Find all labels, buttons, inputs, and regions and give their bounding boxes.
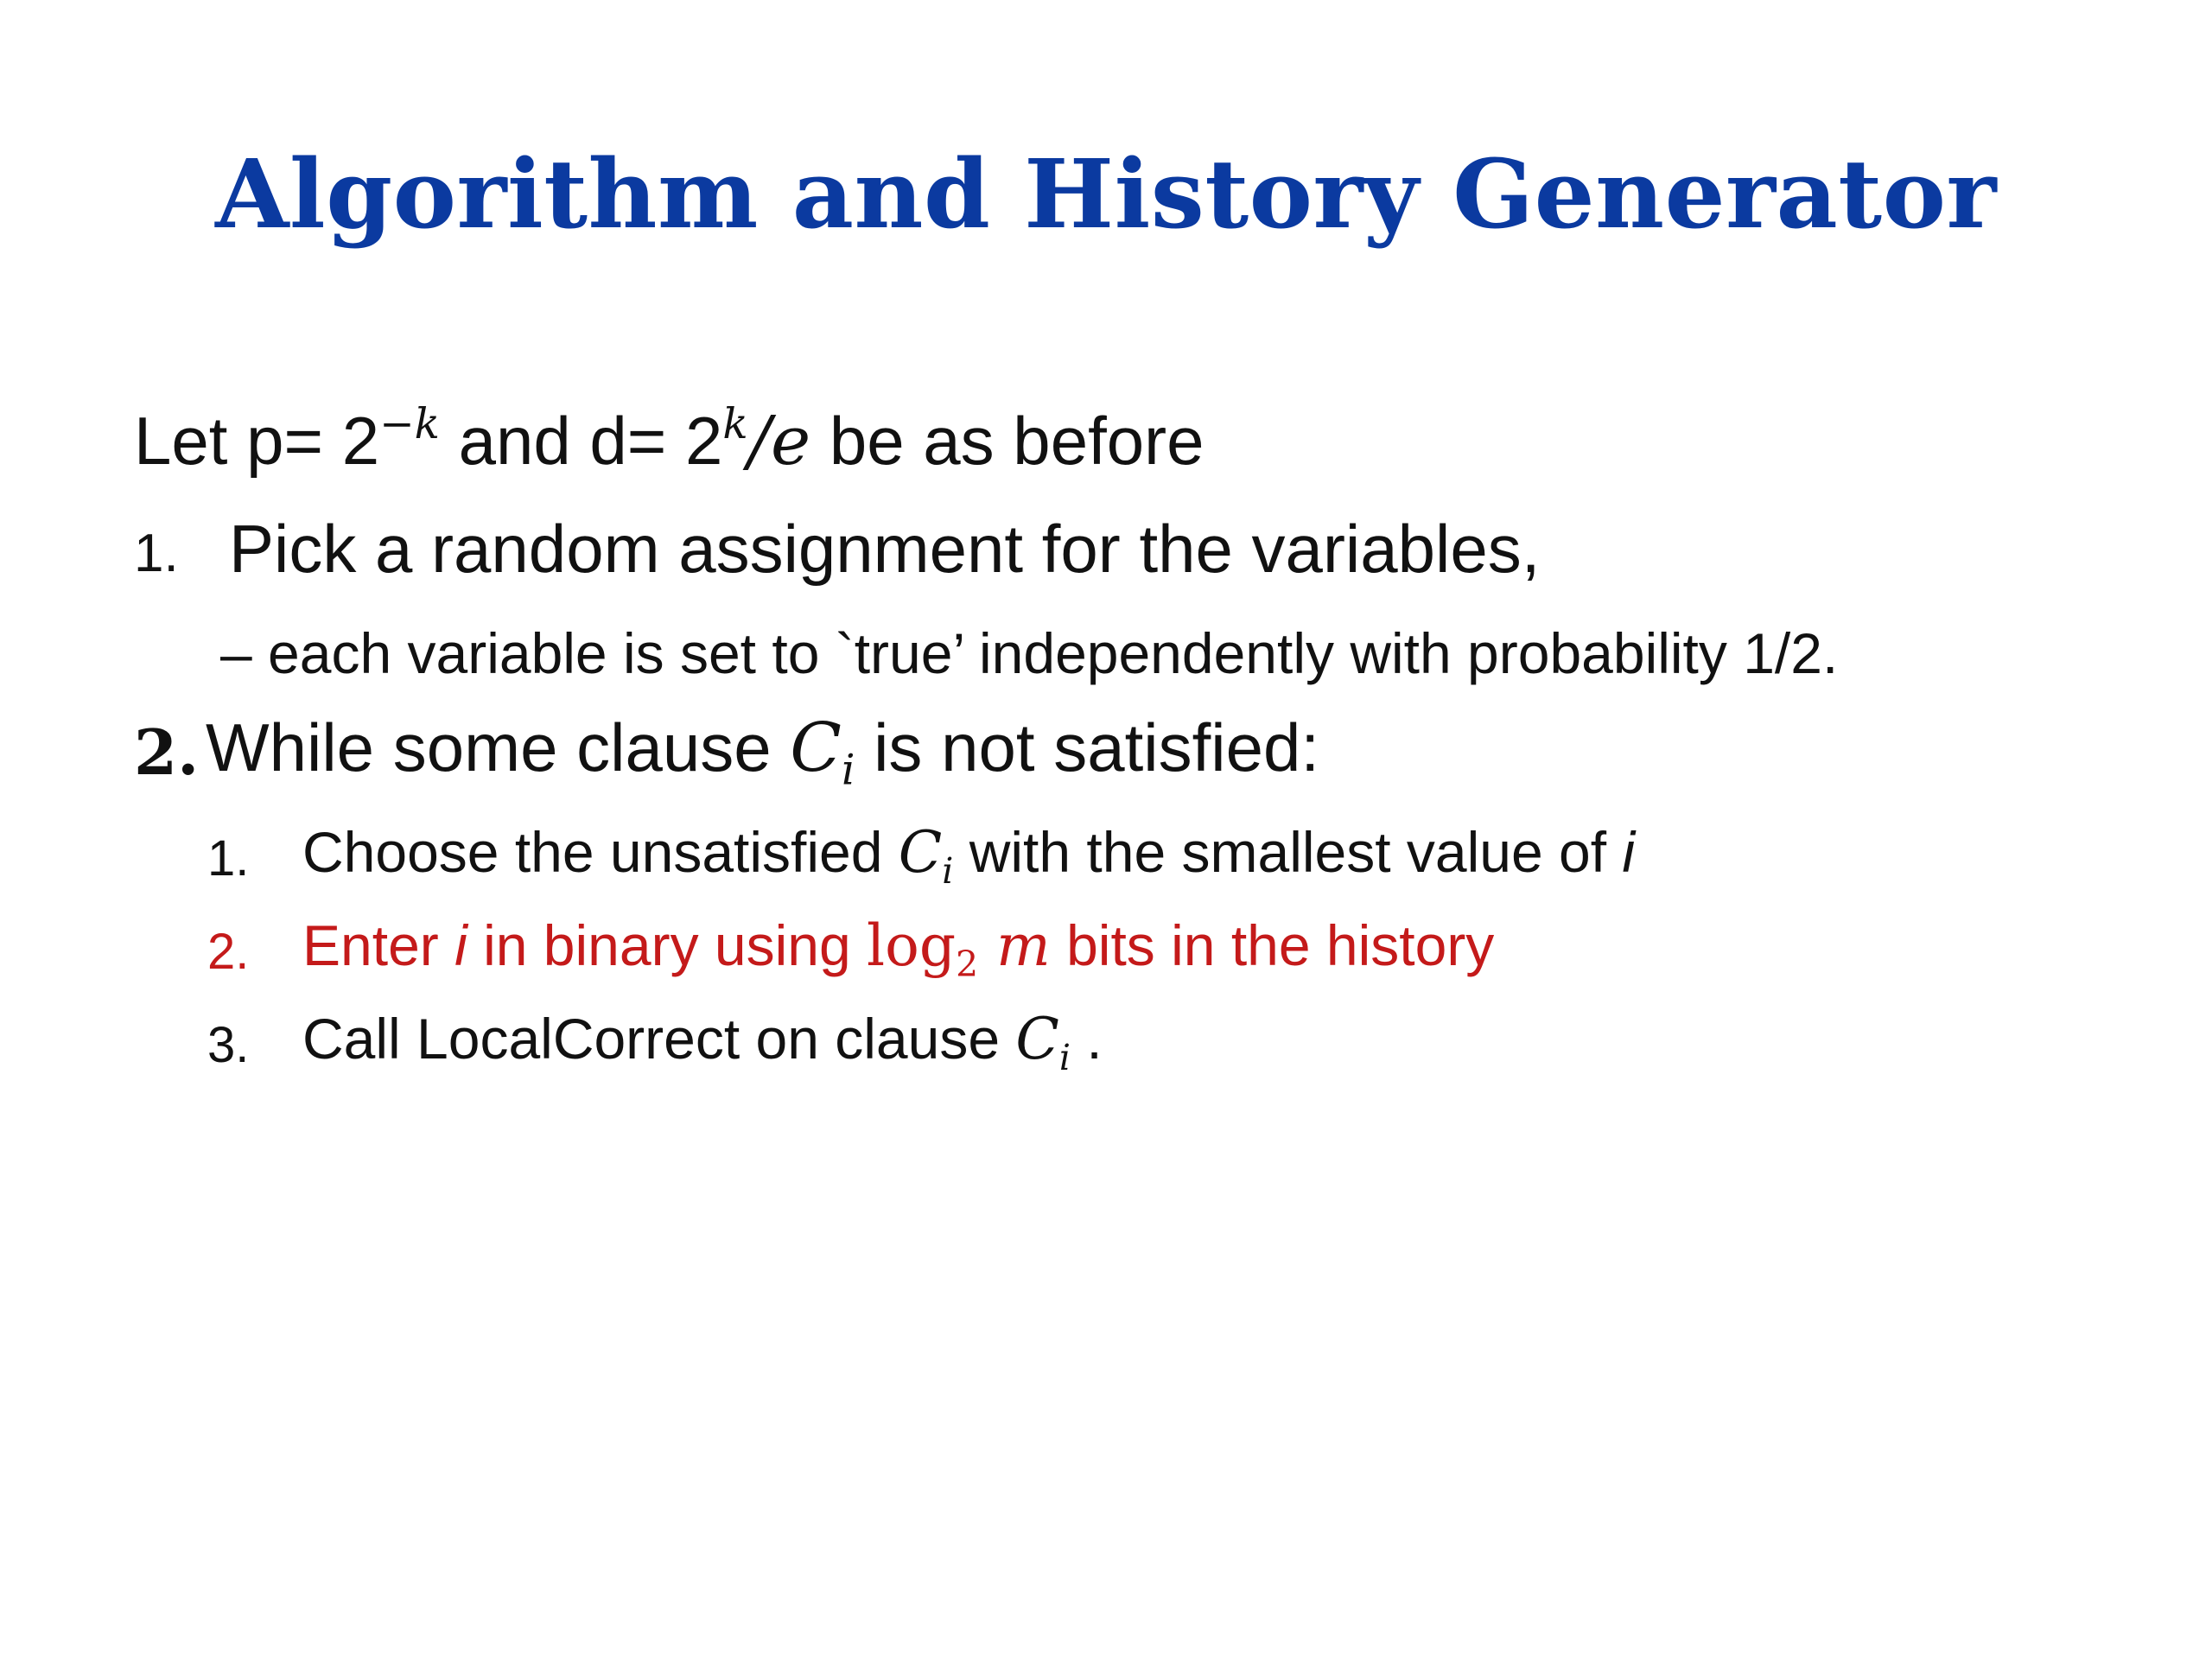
log-base: 2 xyxy=(956,944,979,986)
substep1-text xyxy=(302,819,1636,893)
clause-symbol: C xyxy=(1015,1006,1059,1072)
substep2-after: bits in the history xyxy=(1050,913,1495,977)
clause-index: i xyxy=(841,746,855,795)
variable-m: m xyxy=(978,912,1051,979)
substep2-mid: in binary using xyxy=(467,913,868,977)
step2-text-after: is not satisfied: xyxy=(855,709,1320,785)
step1-subitem-text: each variable is set to `true’ independently with probability 1/2. xyxy=(251,621,1839,685)
substep3-text xyxy=(302,1006,1103,1079)
clause-symbol: C xyxy=(790,709,842,787)
intro-and-d: and d= 2 xyxy=(439,403,723,479)
step2-text xyxy=(206,709,1320,795)
intro-line xyxy=(134,402,1204,480)
substep3-after: . xyxy=(1070,1007,1103,1071)
log-function: log xyxy=(867,912,957,979)
d-exponent: k xyxy=(722,400,748,449)
substep2-text xyxy=(302,912,1495,986)
step2-number: 2. xyxy=(134,715,200,789)
substep3-number: 3. xyxy=(207,1017,250,1073)
substep2-before: Enter xyxy=(302,913,455,977)
intro-let-p: Let p= 2 xyxy=(134,403,380,479)
step2-text-before: While some clause xyxy=(206,709,791,785)
clause-symbol: C xyxy=(898,819,943,886)
step1-number: 1. xyxy=(134,524,179,583)
substep2-number: 2. xyxy=(207,924,250,980)
index-i: i xyxy=(1622,820,1636,884)
substep1-after: with the smallest value of xyxy=(953,820,1623,884)
index-i: i xyxy=(454,913,467,977)
slide-title: Algorithm and History Generator xyxy=(215,138,1997,250)
slash-e: /e xyxy=(747,403,811,480)
clause-index: i xyxy=(942,850,954,893)
substep3-before: Call LocalCorrect on clause xyxy=(302,1007,1016,1071)
step1-text: Pick a random assignment for the variables, xyxy=(229,511,1541,587)
step1-subitem xyxy=(220,620,1838,686)
substep1-number: 1. xyxy=(207,830,250,887)
p-exponent: −k xyxy=(379,400,440,449)
sub-dash: – xyxy=(220,621,252,685)
intro-be-as-before: be as before xyxy=(810,403,1205,479)
clause-index: i xyxy=(1058,1037,1071,1079)
substep1-before: Choose the unsatisfied xyxy=(302,820,899,884)
